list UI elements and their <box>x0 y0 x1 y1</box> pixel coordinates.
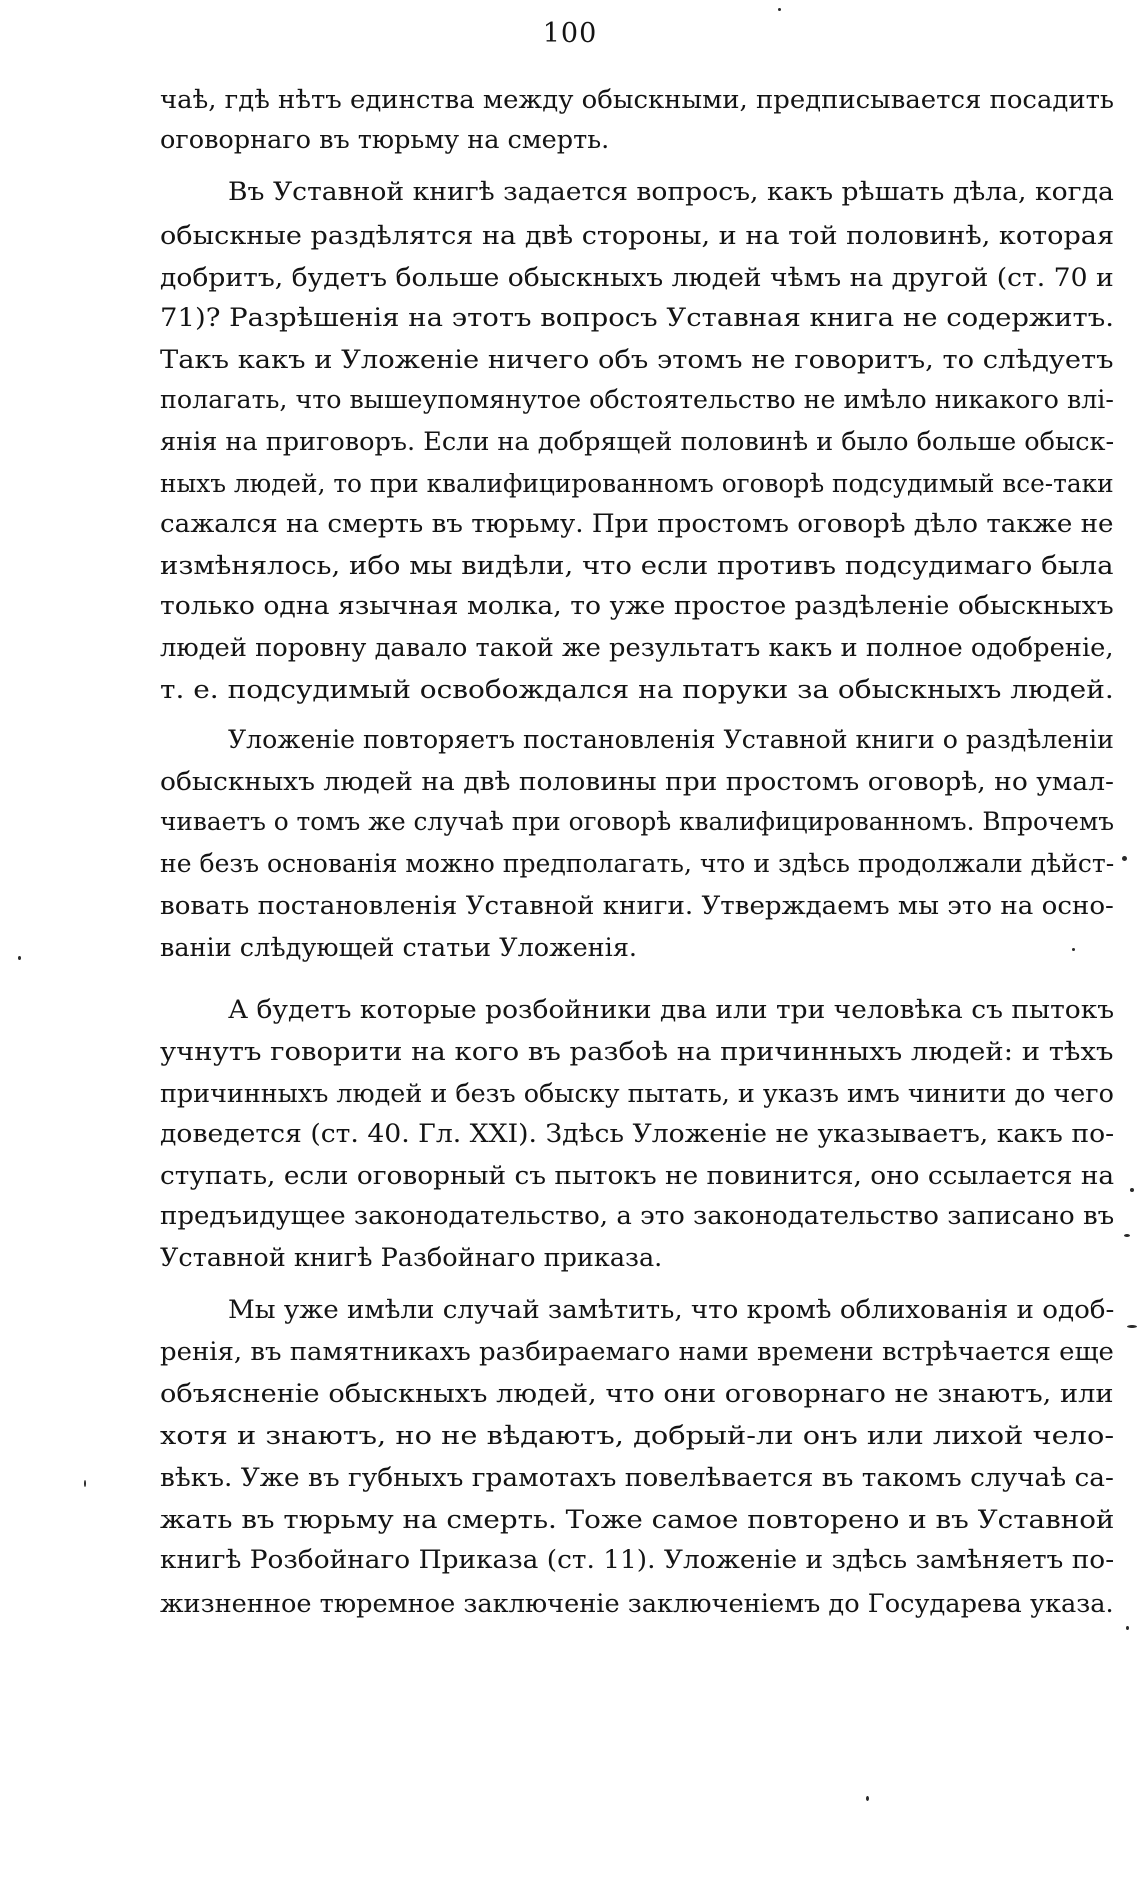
text-line: Уложеніе повторяетъ постановленія Уставной книги о раздѣленіи <box>228 725 1114 755</box>
text-line: людей поровну давало такой же результатъ какъ и полное одобреніе, <box>160 633 1114 663</box>
text-line: книгѣ Розбойнаго Приказа (ст. 11). Уложеніе и здѣсь замѣняетъ по- <box>160 1545 1115 1575</box>
text-line: сажался на смерть въ тюрьму. При простомъ оговорѣ дѣло также не <box>160 509 1114 539</box>
text-line: чаѣ, гдѣ нѣтъ единства между обыскными, предписывается посадить <box>160 85 1115 115</box>
text-line: ваніи слѣдующей статьи Уложенія. <box>160 933 638 963</box>
text-line: не безъ основанія можно предполагать, что и здѣсь продолжали дѣйст- <box>160 849 1115 879</box>
text-line: Мы уже имѣли случай замѣтить, что кромѣ облихованія и одоб- <box>228 1295 1115 1325</box>
text-line: объясненіе обыскныхъ людей, что они оговорнаго не знаютъ, или <box>160 1379 1114 1409</box>
scan-speck <box>1130 1188 1134 1192</box>
scan-speck <box>18 956 21 960</box>
text-line: только одна язычная молка, то уже простое раздѣленіе обыскныхъ <box>160 591 1114 621</box>
scan-speck <box>1124 1234 1130 1237</box>
text-line: т. е. подсудимый освобождался на поруки за обыскныхъ людей. <box>160 675 1114 705</box>
text-line: обыскныхъ людей на двѣ половины при простомъ оговорѣ, но умал- <box>160 767 1114 797</box>
text-line: добритъ, будетъ больше обыскныхъ людей чѣмъ на другой (ст. 70 и <box>160 263 1114 293</box>
text-line: оговорнаго въ тюрьму на смерть. <box>160 125 610 155</box>
text-line: Уставной книгѣ Разбойнаго приказа. <box>160 1243 663 1273</box>
text-line: вовать постановленія Уставной книги. Утверждаемъ мы это на осно- <box>160 891 1114 921</box>
text-line: доведется (ст. 40. Гл. XXI). Здѣсь Уложеніе не указываетъ, какъ по- <box>160 1119 1115 1149</box>
scan-speck <box>1072 948 1075 951</box>
text-line: 71)? Разрѣшенія на этотъ вопросъ Уставная книга не содержитъ. <box>160 303 1114 333</box>
scan-speck <box>778 8 781 11</box>
text-line: предъидущее законодательство, а это законодательство записано въ <box>160 1201 1115 1231</box>
text-line: обыскные раздѣлятся на двѣ стороны, и на той половинѣ, которая <box>160 221 1115 251</box>
text-line: ныхъ людей, то при квалифицированномъ оговорѣ подсудимый все-таки <box>160 469 1114 499</box>
scan-speck <box>84 1480 86 1487</box>
page-number: 100 <box>542 18 598 49</box>
text-line: хотя и знаютъ, но не вѣдаютъ, добрый-ли онъ или лихой чело- <box>160 1421 1115 1451</box>
text-line: учнутъ говорити на кого въ разбоѣ на причинныхъ людей: и тѣхъ <box>160 1037 1114 1067</box>
scan-speck <box>1126 1626 1129 1630</box>
text-line: янія на приговоръ. Если на добрящей половинѣ и было больше обыск- <box>160 427 1115 457</box>
text-line: ступать, если оговорный съ пытокъ не повинится, оно ссылается на <box>160 1161 1115 1191</box>
scan-speck <box>1122 856 1127 861</box>
text-line: вѣкъ. Уже въ губныхъ грамотахъ повелѣвается въ такомъ случаѣ са- <box>160 1463 1114 1493</box>
text-line: причинныхъ людей и безъ обыску пытать, и указъ имъ чинити до чего <box>160 1079 1114 1109</box>
text-line: Такъ какъ и Уложеніе ничего объ этомъ не говоритъ, то слѣдуетъ <box>160 345 1114 375</box>
text-line: измѣнялось, ибо мы видѣли, что если противъ подсудимаго была <box>160 551 1114 581</box>
scan-speck <box>1127 1325 1137 1328</box>
scan-speck <box>866 1796 869 1801</box>
text-line: жать въ тюрьму на смерть. Тоже самое повторено и въ Уставной <box>160 1505 1115 1535</box>
text-line: жизненное тюремное заключеніе заключеніемъ до Государева указа. <box>160 1589 1114 1619</box>
text-line: полагать, что вышеупомянутое обстоятельство не имѣло никакого влі- <box>160 385 1114 415</box>
text-line: ренія, въ памятникахъ разбираемаго нами времени встрѣчается еще <box>160 1337 1114 1367</box>
text-line: чиваетъ о томъ же случаѣ при оговорѣ квалифицированномъ. Впрочемъ <box>160 807 1115 837</box>
text-line: Въ Уставной книгѣ задается вопросъ, какъ рѣшать дѣла, когда <box>228 177 1114 207</box>
text-line: А будетъ которые розбойники два или три человѣка съ пытокъ <box>228 995 1115 1025</box>
